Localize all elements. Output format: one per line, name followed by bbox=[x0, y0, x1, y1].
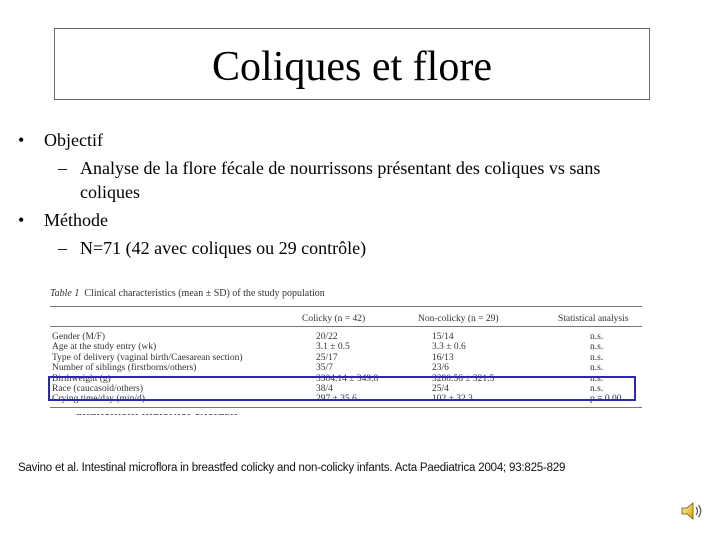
table-cell: n.s. bbox=[590, 384, 604, 394]
table-cell: n.s. bbox=[590, 342, 604, 353]
table-cell: 20/22 bbox=[316, 332, 338, 342]
table-cell: 16/13 bbox=[432, 352, 454, 363]
table-cell: 25/17 bbox=[316, 352, 338, 363]
table-header: Colicky (n = 42) bbox=[302, 314, 366, 324]
table-cell: 15/14 bbox=[432, 332, 454, 342]
table-header: Statistical analysis bbox=[558, 314, 629, 324]
table-row-label: Crying time/day (min/d) bbox=[52, 394, 145, 405]
table-cell: 297 ± 35.6 bbox=[316, 394, 357, 405]
table-caption bbox=[50, 288, 325, 299]
table-header: Non-colicky (n = 29) bbox=[418, 314, 499, 324]
sub-bullet-line: N=71 (42 avec coliques ou 29 contrôle) bbox=[80, 238, 367, 258]
table-cell: n.s. bbox=[590, 332, 604, 342]
table-cell: 3.1 ± 0.5 bbox=[316, 342, 350, 353]
table-caption-label: Table 1 bbox=[50, 288, 80, 299]
table-row-label: Race (caucasoid/others) bbox=[52, 384, 143, 394]
table-cell: 25/4 bbox=[432, 384, 449, 394]
table-cell: 35/7 bbox=[316, 363, 333, 374]
table-cell: n.s. bbox=[590, 373, 604, 384]
table-cell: n.s. bbox=[590, 352, 604, 363]
clinical-table bbox=[46, 284, 650, 414]
sub-bullet-line-continued: coliques bbox=[80, 182, 140, 202]
table-row-label: Type of delivery (vaginal birth/Caesarean section) bbox=[52, 352, 243, 363]
bullet-label: Objectif bbox=[44, 130, 103, 150]
sub-bullet-dash: – bbox=[58, 158, 67, 178]
bullet-dot: • bbox=[18, 130, 25, 150]
bullet-label: Méthode bbox=[44, 210, 108, 230]
table-row-label: Age at the study entry (wk) bbox=[52, 342, 157, 353]
table-cell: p = 0.00 bbox=[590, 394, 622, 405]
table-cell: 3280.56 ± 321.5 bbox=[432, 373, 495, 384]
highlight-box bbox=[48, 373, 636, 401]
bullet-dot: • bbox=[18, 210, 25, 230]
table-caption-text: Clinical characteristics (mean ± SD) of the study population bbox=[84, 288, 325, 299]
table-row-label: Birthweight (g) bbox=[52, 373, 111, 384]
table-rule-header bbox=[50, 326, 642, 327]
table-cell: 3304.14 ± 349.8 bbox=[316, 373, 379, 384]
sub-bullet-line: Analyse de la flore fécale de nourrissons présentant des coliques vs sans bbox=[80, 158, 601, 178]
slide-title: Coliques et flore bbox=[212, 44, 492, 90]
table-cell: 23/6 bbox=[432, 363, 449, 374]
table-cell: 3.3 ± 0.6 bbox=[432, 342, 466, 353]
table-cell: 102 ± 32.3 bbox=[432, 394, 473, 405]
table-row-label: Gender (M/F) bbox=[52, 332, 106, 342]
table-row-label: Number of siblings (firstborns/others) bbox=[52, 363, 197, 374]
citation: Savino et al. Intestinal microflora in breastfed colicky and non-colicky infants. Acta Paediatrica 2004; 93:825-829 bbox=[18, 462, 566, 474]
speaker-icon[interactable] bbox=[680, 500, 704, 522]
table-rule-bottom bbox=[50, 407, 642, 408]
table-cell: 38/4 bbox=[316, 384, 333, 394]
table-rule-top bbox=[50, 306, 642, 307]
table-cell: n.s. bbox=[590, 363, 604, 374]
title-box bbox=[54, 28, 650, 100]
sub-bullet-dash: – bbox=[58, 238, 67, 258]
